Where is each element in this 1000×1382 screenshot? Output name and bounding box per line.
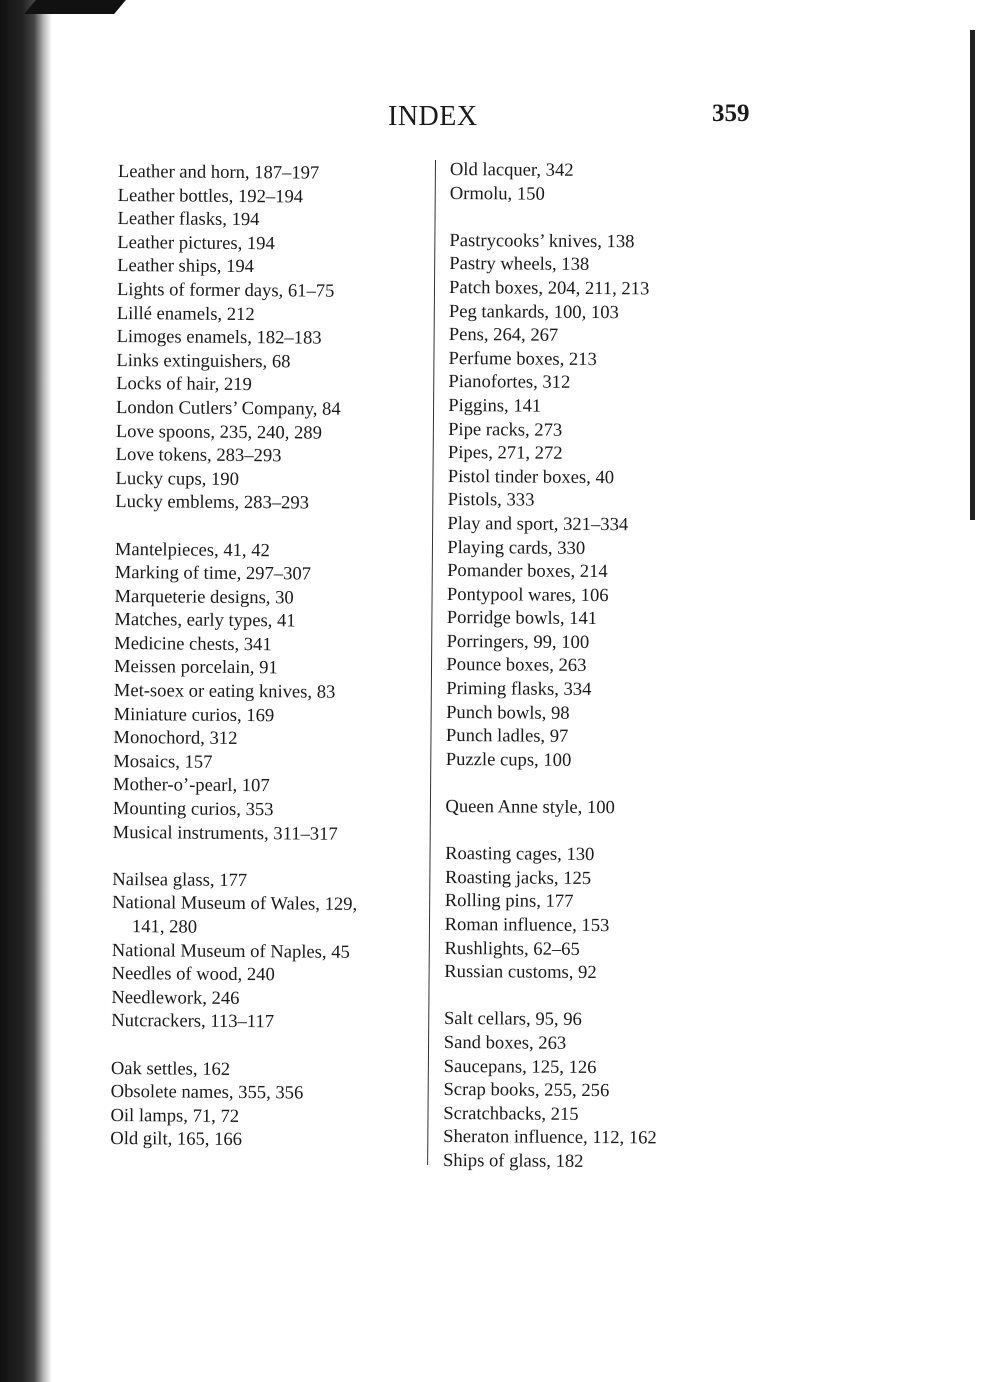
index-entry: Pastry wheels, 138 — [449, 253, 590, 276]
index-entry: Matches, early types, 41 — [114, 609, 296, 632]
index-entry: Leather and horn, 187–197 — [117, 160, 320, 184]
index-entry: Needles of wood, 240 — [111, 963, 275, 986]
index-entry: Piggins, 141 — [448, 394, 542, 417]
index-column-left — [110, 160, 438, 1153]
index-entry: National Museum of Wales, 129, — [112, 892, 358, 916]
index-entry: Pounce boxes, 263 — [446, 654, 587, 677]
index-entry: Oak settles, 162 — [110, 1057, 231, 1080]
scan-edge-right — [970, 30, 975, 520]
index-entry: Scratchbacks, 215 — [443, 1102, 579, 1125]
index-entry: Pastrycooks’ knives, 138 — [449, 229, 635, 253]
index-entry: Leather flasks, 194 — [117, 208, 260, 231]
index-entry: Lights of former days, 61–75 — [116, 278, 335, 302]
index-entry: Pens, 264, 267 — [448, 324, 559, 346]
index-entry: Rolling pins, 177 — [444, 890, 574, 913]
index-entry: Rushlights, 62–65 — [444, 937, 580, 960]
index-entry: Pistol tinder boxes, 40 — [447, 465, 615, 488]
index-entry: Queen Anne style, 100 — [445, 796, 615, 819]
index-entry: Musical instruments, 311–317 — [112, 821, 338, 845]
index-entry: Leather ships, 194 — [117, 255, 255, 278]
index-entry: Pianofortes, 312 — [448, 371, 571, 394]
index-entry: Lucky emblems, 283–293 — [115, 491, 310, 514]
index-entry: Lillé enamels, 212 — [116, 302, 255, 325]
index-entry: Roman influence, 153 — [444, 913, 610, 937]
index-entry: Old gilt, 165, 166 — [110, 1128, 243, 1151]
index-entry: Monochord, 312 — [113, 727, 238, 750]
index-entry: Mother-o’-pearl, 107 — [113, 774, 270, 797]
index-entry: National Museum of Naples, 45 — [111, 939, 350, 963]
index-entry: Pistols, 333 — [447, 489, 535, 511]
index-column-right — [443, 158, 750, 1175]
index-entry: Links extinguishers, 68 — [116, 349, 291, 373]
index-section-gap — [112, 844, 432, 870]
index-entry: Roasting cages, 130 — [445, 843, 595, 866]
index-entry: Play and sport, 321–334 — [447, 512, 629, 536]
index-entry: Meissen porcelain, 91 — [113, 656, 278, 679]
index-entry: Miniature curios, 169 — [113, 703, 275, 726]
index-entry: Medicine chests, 341 — [114, 632, 272, 656]
index-entry: Punch bowls, 98 — [446, 701, 570, 724]
index-entry: Peg tankards, 100, 103 — [448, 300, 619, 323]
index-entry: Saucepans, 125, 126 — [443, 1055, 597, 1078]
page-title: INDEX — [388, 101, 478, 132]
index-entry: Oil lamps, 71, 72 — [110, 1104, 240, 1127]
index-section-gap — [444, 984, 744, 1010]
index-entry: Sand boxes, 263 — [443, 1031, 567, 1054]
index-entry: Obsolete names, 355, 356 — [110, 1081, 304, 1104]
index-entry: Love spoons, 235, 240, 289 — [115, 420, 323, 444]
index-section-gap — [446, 771, 746, 797]
index-entry: Mounting curios, 353 — [112, 798, 274, 821]
index-entry: Locks of hair, 219 — [116, 373, 252, 396]
index-entry: Leather pictures, 194 — [117, 231, 275, 255]
index-entry: Ships of glass, 182 — [442, 1149, 584, 1172]
index-section-gap — [445, 819, 745, 845]
index-entry: Scrap books, 255, 256 — [443, 1079, 610, 1102]
index-entry: Russian customs, 92 — [444, 961, 597, 984]
index-entry: Playing cards, 330 — [447, 536, 586, 559]
index-section-gap — [115, 514, 435, 540]
index-entry: Marqueterie designs, 30 — [114, 585, 294, 609]
index-entry: Pontypool wares, 106 — [446, 583, 609, 606]
index-entry: Leather bottles, 192–194 — [117, 184, 304, 208]
index-entry: Limoges enamels, 182–183 — [116, 326, 322, 349]
index-entry: Ormolu, 150 — [449, 182, 545, 205]
index-entry: 141, 280 — [131, 916, 198, 938]
index-entry: Priming flasks, 334 — [446, 678, 592, 701]
index-entry: Porringers, 99, 100 — [446, 630, 590, 653]
index-entry: Lucky cups, 190 — [115, 467, 240, 490]
index-entry: Old lacquer, 342 — [449, 158, 574, 181]
index-entry: Pipe racks, 273 — [448, 418, 563, 441]
index-entry: Punch ladles, 97 — [445, 725, 569, 748]
index-entry: Love tokens, 283–293 — [115, 444, 282, 467]
index-entry: London Cutlers’ Company, 84 — [115, 396, 341, 420]
index-entry: Needlework, 246 — [111, 986, 240, 1009]
index-entry: Nutcrackers, 113–117 — [111, 1010, 275, 1033]
index-entry: Nailsea glass, 177 — [112, 868, 248, 891]
index-entry: Patch boxes, 204, 211, 213 — [449, 276, 650, 300]
index-section-gap — [450, 205, 750, 231]
index-entry: Met-soex or eating knives, 83 — [113, 680, 336, 703]
index-section-gap — [111, 1033, 431, 1059]
index-entry: Mosaics, 157 — [113, 750, 213, 773]
index-entry: Mantelpieces, 41, 42 — [114, 538, 270, 561]
scan-edge-corner — [24, 0, 126, 14]
index-entry: Salt cellars, 95, 96 — [443, 1008, 582, 1031]
index-entry: Porridge bowls, 141 — [446, 607, 598, 630]
index-entry: Marking of time, 297–307 — [114, 562, 312, 585]
index-entry: Roasting jacks, 125 — [444, 866, 592, 889]
scan-edge-left — [0, 0, 52, 1382]
index-entry: Sheraton influence, 112, 162 — [443, 1126, 657, 1149]
index-entry: Pomander boxes, 214 — [447, 560, 608, 583]
index-entry: Pipes, 271, 272 — [447, 442, 563, 464]
page-number: 359 — [712, 100, 750, 127]
index-entry: Perfume boxes, 213 — [448, 347, 597, 370]
index-entry: Puzzle cups, 100 — [445, 748, 572, 771]
